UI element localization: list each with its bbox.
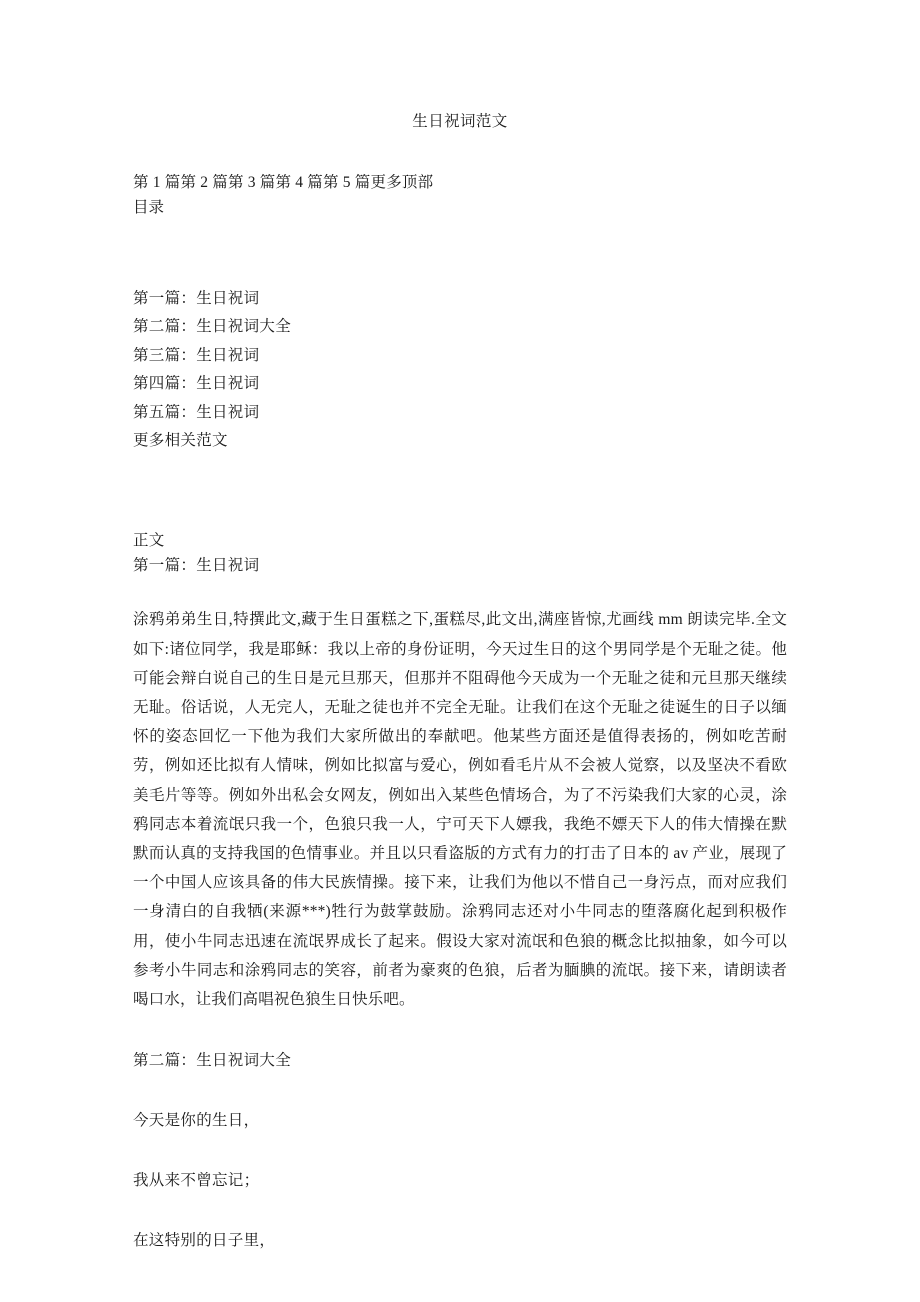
verse-line-1: 今天是你的生日， <box>133 1112 260 1130</box>
document-content-column <box>133 0 787 1254</box>
section-heading-2: 第二篇：生日祝词大全 <box>133 1052 292 1070</box>
section-heading-1: 第一篇：生日祝词 <box>133 557 260 575</box>
toc-item-5[interactable]: 第五篇：生日祝词 <box>133 403 260 421</box>
toc-item-3[interactable]: 第三篇：生日祝词 <box>133 346 260 364</box>
toc-label: 目录 <box>133 199 165 216</box>
body-section-label: 正文 <box>133 532 165 550</box>
chapter-nav-line[interactable]: 第 1 篇第 2 篇第 3 篇第 4 篇第 5 篇更多顶部 <box>133 174 434 191</box>
verse-line-3: 在这特别的日子里， <box>133 1232 276 1250</box>
toc-item-2[interactable]: 第二篇：生日祝词大全 <box>133 318 292 336</box>
table-of-contents <box>133 220 787 427</box>
more-related-essays-link[interactable]: 更多相关范文 <box>133 432 228 450</box>
toc-item-4[interactable]: 第四篇：生日祝词 <box>133 375 260 393</box>
toc-item-1[interactable]: 第一篇：生日祝词 <box>133 290 260 307</box>
section-paragraph-1: 涂鸦弟弟生日,特撰此文,藏于生日蛋糕之下,蛋糕尽,此文出,满座皆惊,尤画线 mm 朗读完毕.全文如下:诸位同学，我是耶稣：我以上帝的身份证明，今天过生日的这个男同学是个无耻之徒。他可能会辩白说自己的生日是元旦那天，但那并不阻碍他今天成为一个无耻之徒和元旦那天继续无耻。俗话说，人无完人，无耻之徒也并不完全无耻。让我们在这个无耻之徒诞生的日子以缅怀的姿态回忆一下他为我们大家所做出的奉献吧。他某些方面还是值得表扬的，例如吃苦耐劳，例如还比拟有人情味，例如比拟富与爱心，例如看毛片从不会被人觉察，以及坚决不看欧美毛片等等。例如外出私会女网友，例如出入某些色情场合，为了不污染我们大家的心灵，涂鸦同志本着流氓只我一个，色狼只我一人，宁可天下人嫖我，我绝不嫖天下人的伟大情操在默默而认真的支持我国的色情事业。并且以只看盗版的方式有力的打击了日本的 av 产业，展现了一个中国人应该具备的伟大民族情操。接下来，让我们为他以不惜自己一身污点，而对应我们一身清白的自我牺(来源***)牲行为鼓掌鼓励。涂鸦同志还对小牛同志的堕落腐化起到积极作用，使小牛同志迅速在流氓界成长了起来。假设大家对流氓和色狼的概念比拟抽象，如今可以参考小牛同志和涂鸦同志的笑容，前者为豪爽的色狼，后者为腼腆的流氓。接下来，请朗读者喝口水，让我们高唱祝色狼生日快乐吧。 <box>133 611 787 1009</box>
verse-line-2: 我从来不曾忘记； <box>133 1172 260 1190</box>
page-title: 生日祝词范文 <box>412 113 508 130</box>
